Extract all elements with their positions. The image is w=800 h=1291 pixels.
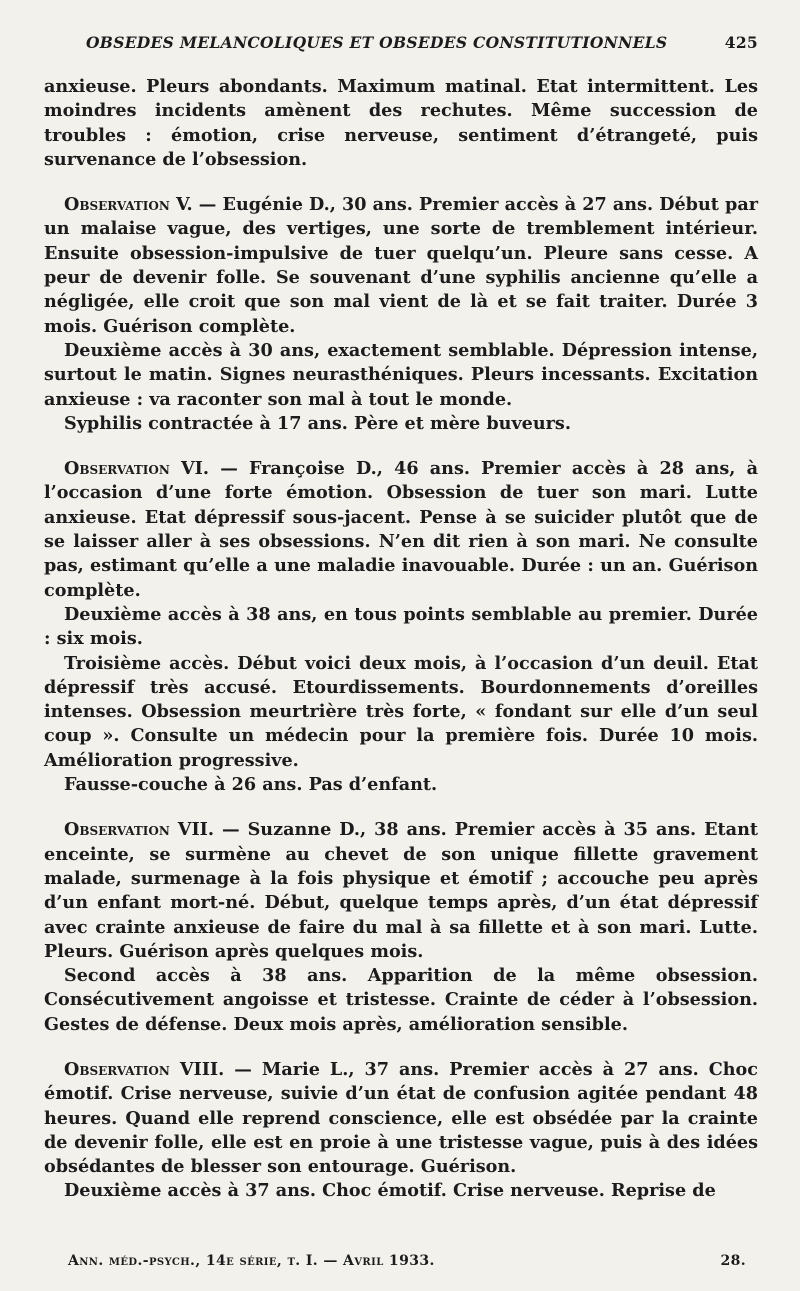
running-title: OBSEDES MELANCOLIQUES ET OBSEDES CONSTITUTIONNELS [86,33,668,52]
observation-label: Observation VIII. [64,1058,225,1080]
observation-paragraph [44,818,758,964]
observation-paragraph [44,457,758,603]
paragraph-text: — Marie L., 37 ans. Premier accès à 27 ans. Choc émotif. Crise nerveuse, suivie d’un état de confusion agitée pendant 48 heures. Quand elle reprend conscience, elle est obsédée par la crainte de devenir folle, elle est en proie à une tristesse vague, puis à des idées obsédantes de blesser son entourage. Guérison. [44,1058,758,1178]
paragraph-text: — Suzanne D., 38 ans. Premier accès à 35 ans. Etant enceinte, se surmène au chevet de son unique fillette gravement malade, surmenage à la fois physique et émotif ; accouche peu après d’un enfant mort-né. Début, quelque temps après, d’un état dépressif avec crainte anxieuse de faire du mal à sa fillette et à son mari. Lutte. Pleurs. Guérison après quelques mois. [44,819,759,962]
paragraph: Deuxième accès à 37 ans. Choc émotif. Crise nerveuse. Reprise de [64,1180,716,1202]
page-number: 425 [724,33,758,52]
paragraph: Troisième accès. Début voici deux mois, à l’occasion d’un deuil. Etat dépressif très accusé. Etourdissements. Bourdonnements d’oreilles intenses. Obsession meurtrière très forte, « fondant sur elle d’un seul coup ». Consulte un médecin pour la première fois. Durée 10 mois. Amélioration progressive. [44,652,758,771]
paragraph: Second accès à 38 ans. Apparition de la même obsession. Consécutivement angoisse et tristesse. Crainte de céder à l’obsession. Gestes de défense. Deux mois après, amélioration sensible. [44,965,758,1035]
paragraph: Deuxième accès à 38 ans, en tous points semblable au premier. Durée : six mois. [44,603,758,650]
observation-paragraph [44,193,758,339]
observation-label: Observation V. [64,194,193,216]
paragraph: Syphilis contractée à 17 ans. Père et mère buveurs. [64,412,571,434]
paragraph: Deuxième accès à 30 ans, exactement semblable. Dépression intense, surtout le matin. Signes neurasthéniques. Pleurs incessants. Excitation anxieuse : va raconter son mal à tout le monde. [44,339,758,410]
signature-mark: 28. [720,1253,746,1269]
paragraph: anxieuse. Pleurs abondants. Maximum matinal. Etat intermittent. Les moindres incidents amènent des rechutes. Même succession de troubles : émotion, crise nerveuse, sentiment d’étrangeté, puis survenance de l’obsession. [44,76,758,170]
body-text [44,75,758,1204]
journal-citation: Ann. méd.-psych., 14e série, t. I. — Avril 1933. [68,1253,435,1269]
observation-paragraph [44,1058,758,1179]
paragraph-text: — Françoise D., 46 ans. Premier accès à 28 ans, à l’occasion d’une forte émotion. Obsession de tuer son mari. Lutte anxieuse. Etat dépressif sous-jacent. Pense à se suicider plutôt que de se laisser aller à ses obsessions. N’en dit rien à son mari. Ne consulte pas, estimant qu’elle a une maladie inavouable. Durée : un an. Guérison complète. [44,458,758,601]
observation-label: Observation VI. [64,458,210,480]
observation-label: Observation VII. [64,819,215,841]
paragraph-text: — Eugénie D., 30 ans. Premier accès à 27 ans. Début par un malaise vague, des vertiges, une sorte de tremblement intérieur. Ensuite obsession-impulsive de tuer quelqu’un. Pleure sans cesse. A peur de devenir folle. Se souvenant d’une syphilis ancienne qu’elle a négligée, elle croit que son mal vient de là et se fait traiter. Durée 3 mois. Guérison complète. [44,194,758,337]
footer [68,1253,758,1269]
running-header [86,33,758,52]
paragraph: Fausse-couche à 26 ans. Pas d’enfant. [64,774,438,796]
